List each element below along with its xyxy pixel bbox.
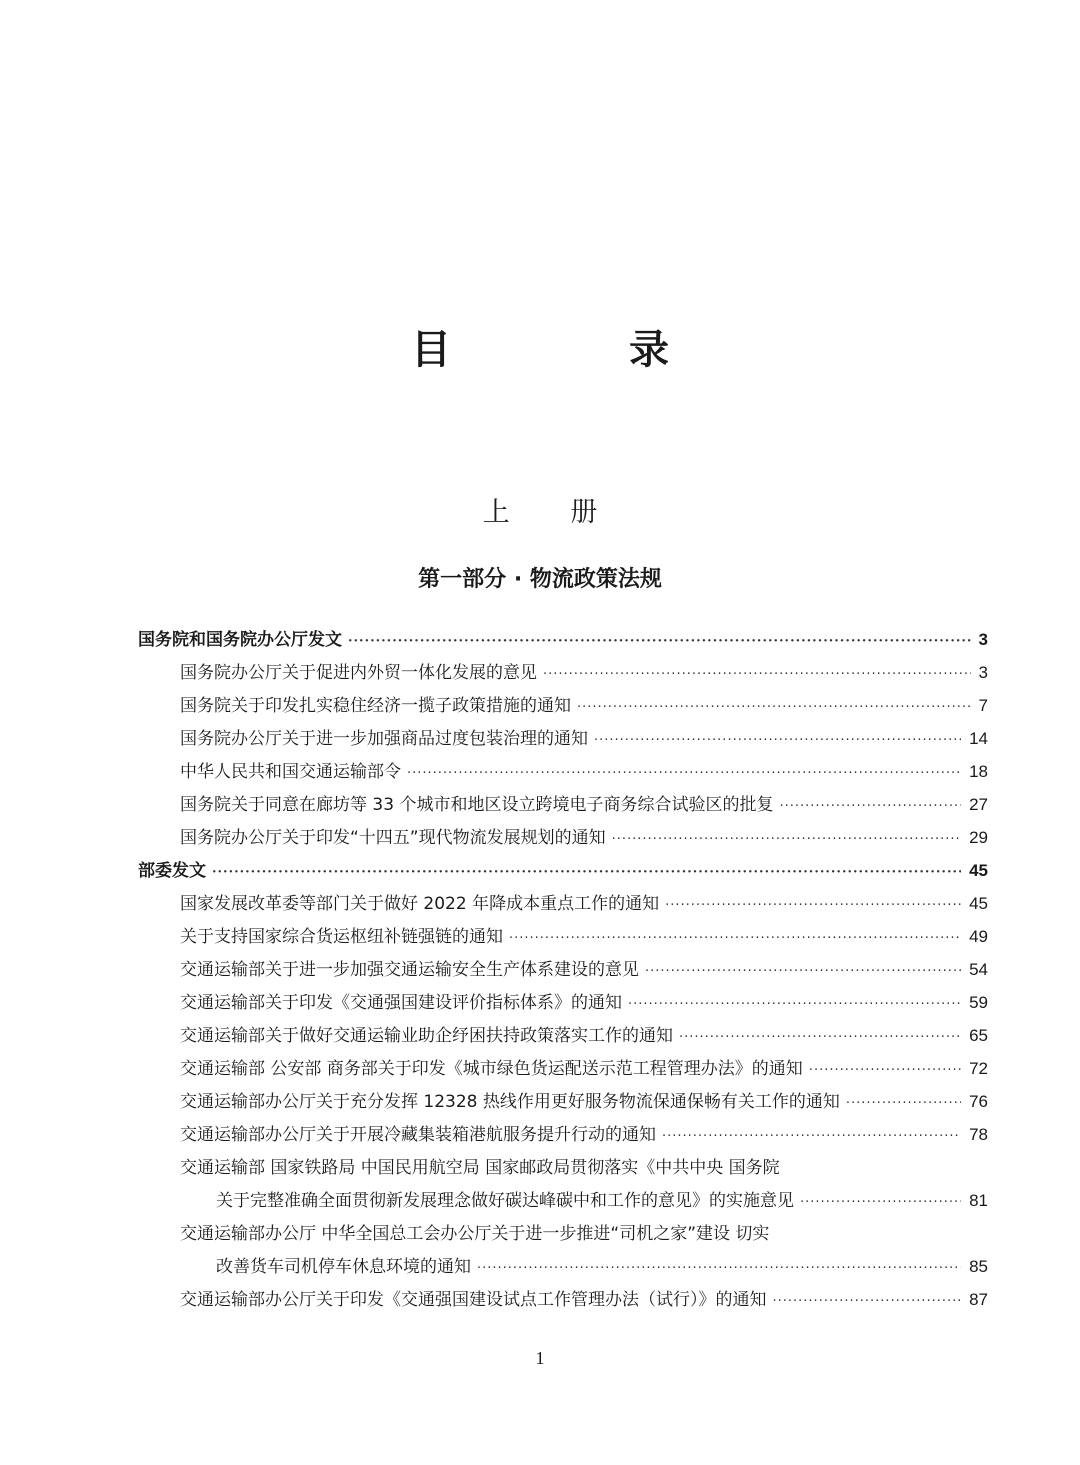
toc-leader [800, 1188, 961, 1218]
toc-page: 27 [969, 795, 988, 814]
toc-entry[interactable] [180, 757, 988, 787]
toc-page: 45 [969, 894, 988, 913]
toc-entry-title: 交通运输部 公安部 商务部关于印发《城市绿色货运配送示范工程管理办法》的通知 [180, 1059, 803, 1079]
toc-page: 45 [969, 861, 988, 880]
toc-entry-title: 国务院办公厅关于进一步加强商品过度包装治理的通知 [180, 729, 588, 749]
toc-page: 49 [969, 927, 988, 946]
toc-leader [846, 1089, 961, 1119]
volume-heading: 上 册 [482, 497, 624, 528]
toc-entry[interactable] [180, 889, 988, 919]
toc-entry-title: 交通运输部关于进一步加强交通运输安全生产体系建设的意见 [180, 960, 639, 980]
toc-leader [665, 891, 961, 921]
toc-entry[interactable] [180, 823, 988, 853]
toc-entry-title: 国务院关于印发扎实稳住经济一揽子政策措施的通知 [180, 696, 571, 716]
toc-entry[interactable] [180, 1285, 988, 1315]
toc-entry-title: 国家发展改革委等部门关于做好 2022 年降成本重点工作的通知 [180, 894, 660, 914]
toc-entry[interactable] [180, 988, 988, 1018]
toc-page: 76 [969, 1092, 988, 1111]
toc-entry[interactable] [180, 790, 988, 820]
toc-entry-title: 关于完整准确全面贯彻新发展理念做好碳达峰碳中和工作的意见》的实施意见 [216, 1191, 794, 1211]
toc-entry-title: 交通运输部办公厅关于印发《交通强国建设试点工作管理办法（试行）》的通知 [180, 1290, 767, 1310]
toc-leader [773, 1287, 962, 1317]
toc-entry[interactable] [180, 955, 988, 985]
toc-section-title: 部委发文 [138, 861, 206, 881]
toc-page: 72 [969, 1059, 988, 1078]
toc-leader [779, 792, 961, 822]
toc-leader [477, 1254, 961, 1284]
toc-entry[interactable] [216, 1252, 988, 1282]
toc-leader [577, 693, 971, 723]
toc-page: 78 [969, 1125, 988, 1144]
toc-leader [645, 957, 961, 987]
toc-leader [407, 759, 961, 789]
toc-page: 65 [969, 1026, 988, 1045]
toc-page: 85 [969, 1257, 988, 1276]
toc-page: 87 [969, 1290, 988, 1309]
toc-entry-title: 国务院办公厅关于促进内外贸一体化发展的意见 [180, 663, 537, 683]
toc-entry-first-line[interactable] [180, 1153, 988, 1183]
toc-entry-title: 国务院办公厅关于印发“十四五”现代物流发展规划的通知 [180, 828, 606, 848]
toc-entry-title: 交通运输部办公厅 中华全国总工会办公厅关于进一步推进“司机之家”建设 切实 [180, 1224, 770, 1244]
toc-entry[interactable] [180, 922, 988, 952]
toc-page: 7 [978, 696, 988, 715]
toc-entry-title: 关于支持国家综合货运枢纽补链强链的通知 [180, 927, 503, 947]
toc-entry[interactable] [180, 1021, 988, 1051]
toc-entry[interactable] [180, 1087, 988, 1117]
toc-leader [662, 1122, 961, 1152]
toc-leader [679, 1023, 961, 1053]
toc-entry-title: 交通运输部关于印发《交通强国建设评价指标体系》的通知 [180, 993, 622, 1013]
toc-leader [348, 627, 971, 657]
toc-entry-title: 交通运输部办公厅关于充分发挥 12328 热线作用更好服务物流保通保畅有关工作的通知 [180, 1092, 840, 1112]
toc-leader [612, 825, 961, 855]
toc-entry[interactable] [180, 1054, 988, 1084]
toc-page: 3 [978, 630, 988, 649]
toc-entry-title: 交通运输部关于做好交通运输业助企纾困扶持政策落实工作的通知 [180, 1026, 673, 1046]
toc-entry-title: 交通运输部办公厅关于开展冷藏集装箱港航服务提升行动的通知 [180, 1125, 656, 1145]
toc-page: 14 [969, 729, 988, 748]
toc-page: 59 [969, 993, 988, 1012]
toc-entry[interactable] [216, 1186, 988, 1216]
toc-entry[interactable] [180, 691, 988, 721]
toc-title: 目 录 [411, 327, 751, 373]
toc-leader [212, 858, 961, 888]
toc-page: 29 [969, 828, 988, 847]
toc-section[interactable] [138, 856, 988, 886]
toc-leader [509, 924, 961, 954]
part-heading: 第一部分 · 物流政策法规 [418, 567, 662, 592]
toc-leader [594, 726, 961, 756]
toc-page: 81 [969, 1191, 988, 1210]
toc-entry[interactable] [180, 724, 988, 754]
toc-leader [543, 660, 971, 690]
toc-entry[interactable] [180, 1120, 988, 1150]
toc-page: 54 [969, 960, 988, 979]
toc-entry-title: 中华人民共和国交通运输部令 [180, 762, 401, 782]
toc-page: 18 [969, 762, 988, 781]
toc-leader [809, 1056, 961, 1086]
toc-section-title: 国务院和国务院办公厅发文 [138, 630, 342, 650]
toc-leader [628, 990, 961, 1020]
page-number: 1 [535, 1348, 545, 1368]
toc-entry-title: 交通运输部 国家铁路局 中国民用航空局 国家邮政局贯彻落实《中共中央 国务院 [180, 1158, 780, 1178]
toc-section[interactable] [138, 625, 988, 655]
toc-entry[interactable] [180, 658, 988, 688]
toc-entry-first-line[interactable] [180, 1219, 988, 1249]
toc-entry-title: 改善货车司机停车休息环境的通知 [216, 1257, 471, 1277]
toc-entry-title: 国务院关于同意在廊坊等 33 个城市和地区设立跨境电子商务综合试验区的批复 [180, 795, 774, 815]
toc-page: 3 [978, 663, 988, 682]
